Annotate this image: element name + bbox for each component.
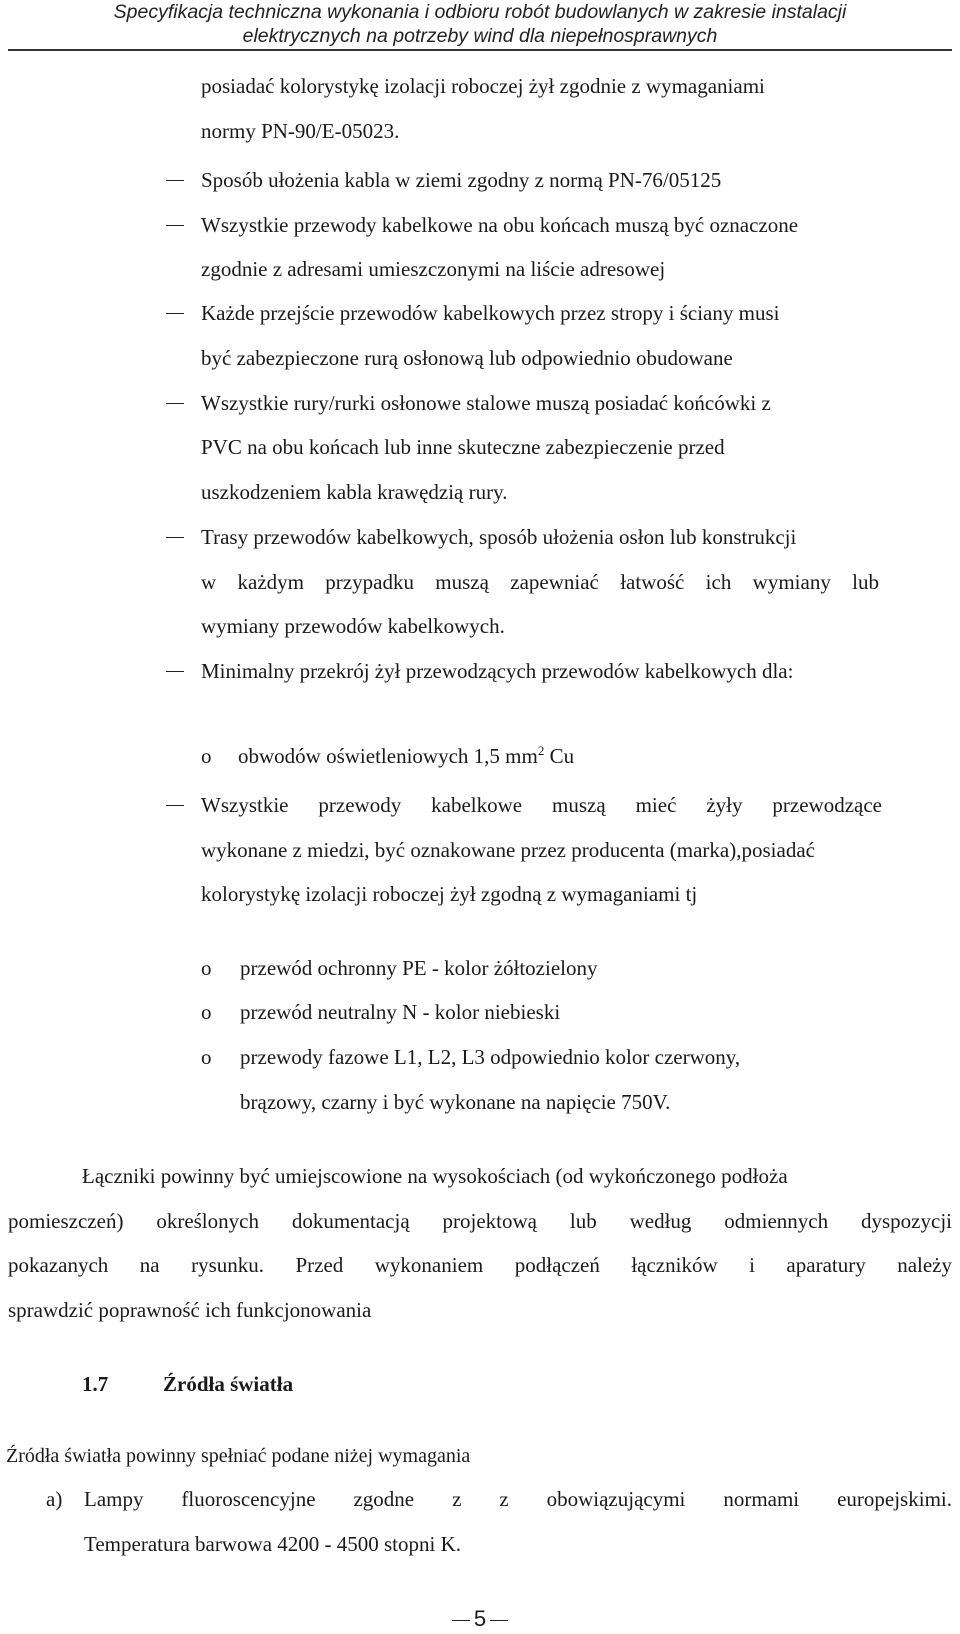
paragraph-line: sprawdzić poprawność ich funkcjonowania (8, 1298, 372, 1322)
footer-dash (490, 1620, 508, 1621)
bullet-text: Minimalny przekrój żył przewodzących przewodów kabelkowych dla: (201, 659, 794, 683)
dash-bullet (166, 671, 184, 672)
paragraph-line: pokazanych na rysunku. Przed wykonaniem podłączeń łączników i aparatury należy (8, 1253, 952, 1277)
header-divider (8, 49, 952, 51)
sub-item-text: przewód neutralny N - kolor niebieski (240, 1000, 561, 1024)
bullet-text: być zabezpieczone rurą osłonową lub odpowiednio obudowane (201, 346, 733, 370)
text-line: normy PN-90/E-05023. (201, 119, 400, 143)
bullet-text: uszkodzeniem kabla krawędzią rury. (201, 480, 508, 504)
section-number: 1.7 (82, 1372, 109, 1396)
sub-item-text: brązowy, czarny i być wykonane na napięcie 750V. (240, 1090, 671, 1114)
bullet-text: Wszystkie przewody kabelkowe na obu końcach muszą być oznaczone (201, 213, 799, 237)
page-number: 5 (473, 1606, 487, 1631)
bullet-text: wykonane z miedzi, być oznakowane przez producenta (marka),posiadać (201, 838, 815, 862)
dash-bullet (166, 313, 184, 314)
bullet-text: w każdym przypadku muszą zapewniać łatwość ich wymiany lub (201, 570, 879, 594)
bullet-text: zgodnie z adresami umieszczonymi na liście adresowej (201, 257, 666, 281)
o-bullet: o (201, 1045, 212, 1069)
bullet-text: Wszystkie przewody kabelkowe muszą mieć żyły przewodzące (201, 793, 882, 817)
o-bullet: o (201, 956, 212, 980)
dash-bullet (166, 225, 184, 226)
header-line-2: elektrycznych na potrzeby wind dla niepełnosprawnych (242, 25, 718, 47)
sub-item-text (238, 743, 574, 769)
bullet-text: Wszystkie rury/rurki osłonowe stalowe muszą posiadać końcówki z (201, 391, 771, 415)
dash-bullet (166, 180, 184, 181)
sub-item-suffix: Cu (544, 744, 575, 768)
section-title: Źródła światła (163, 1372, 294, 1396)
list-item-text: Temperatura barwowa 4200 - 4500 stopni K. (84, 1532, 462, 1556)
dash-bullet (166, 805, 184, 806)
o-bullet: o (201, 1000, 212, 1024)
footer-dash (452, 1620, 470, 1621)
bullet-text: Trasy przewodów kabelkowych, sposób ułożenia osłon lub konstrukcji (201, 525, 797, 549)
list-marker: a) (46, 1487, 63, 1511)
page-header (0, 0, 960, 48)
bullet-text: Każde przejście przewodów kabelkowych przez stropy i ściany musi (201, 301, 780, 325)
superscript: 2 (537, 743, 545, 758)
paragraph-line: Łączniki powinny być umiejscowione na wysokościach (od wykończonego podłoża (82, 1164, 788, 1188)
sub-item-main: obwodów oświetleniowych 1,5 mm (238, 744, 538, 768)
paragraph-line: pomieszczeń) określonych dokumentacją projektową lub według odmiennych dyspozycji (8, 1209, 952, 1233)
bullet-text: kolorystykę izolacji roboczej żył zgodną z wymaganiami tj (201, 882, 698, 906)
sub-item-text: przewody fazowe L1, L2, L3 odpowiednio kolor czerwony, (240, 1045, 741, 1069)
text-line: posiadać kolorystykę izolacji roboczej żył zgodnie z wymaganiami (201, 74, 765, 98)
bullet-text: PVC na obu końcach lub inne skuteczne zabezpieczenie przed (201, 435, 725, 459)
dash-bullet (166, 537, 184, 538)
section-intro: Źródła światła powinny spełniać podane niżej wymagania (6, 1445, 471, 1467)
sub-item-text: przewód ochronny PE - kolor żółtozielony (240, 956, 598, 980)
dash-bullet (166, 403, 184, 404)
list-item-text: Lampy fluoroscencyjne zgodne z z obowiązującymi normami europejskimi. (84, 1487, 952, 1511)
header-line-1: Specyfikacja techniczna wykonania i odbioru robót budowlanych w zakresie instalacji (113, 1, 847, 23)
bullet-text: wymiany przewodów kabelkowych. (201, 614, 505, 638)
page-footer (0, 1606, 960, 1632)
o-bullet: o (201, 744, 212, 768)
bullet-text: Sposób ułożenia kabla w ziemi zgodny z normą PN-76/05125 (201, 168, 722, 192)
